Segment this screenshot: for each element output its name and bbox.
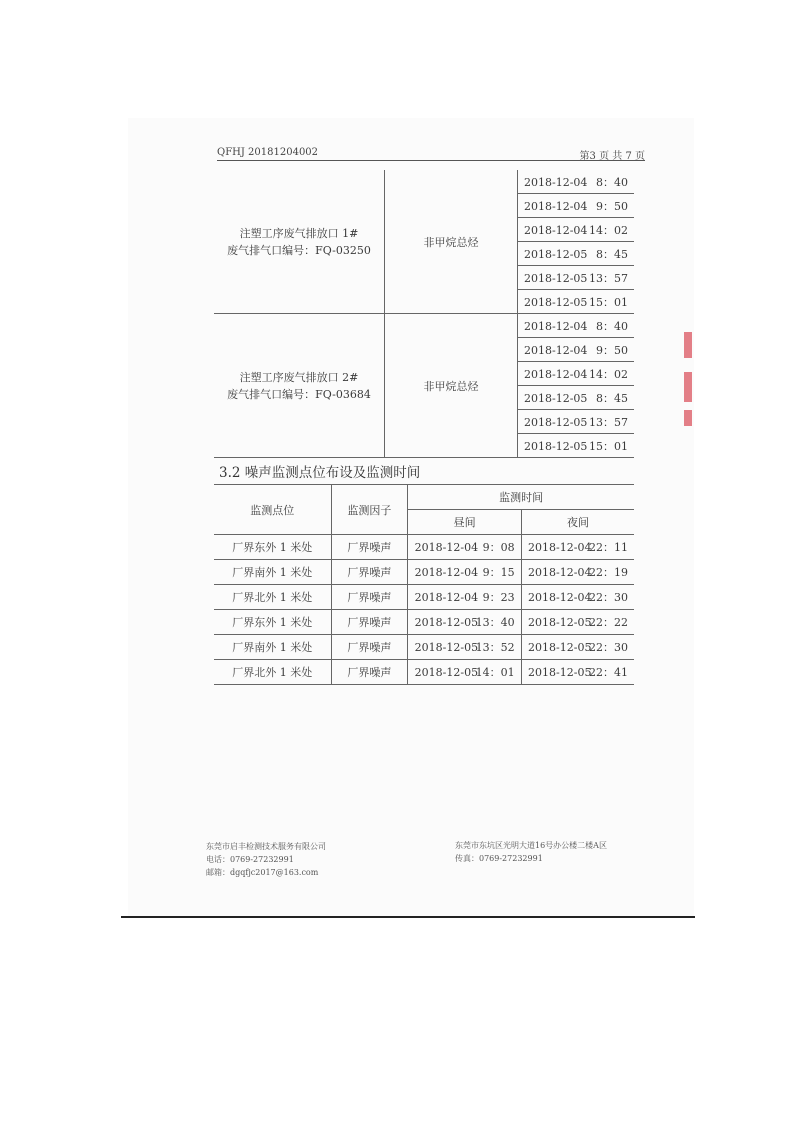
header-point: 监测点位 [214,485,331,535]
time-cell: 2018-12-04 14：02 [518,218,635,242]
header-divider [217,160,645,161]
seal-fragment [684,372,692,402]
page-indicator: 第3 页 共 7 页 [579,151,645,162]
factor-cell: 厂界噪声 [331,635,408,660]
day-time-cell: 2018-12-04 9：23 [408,585,522,610]
night-time-cell: 2018-12-0422：19 [522,560,634,585]
report-number: QFHJ 20181204002 [217,147,319,158]
factor-cell: 厂界噪声 [331,660,408,685]
exhaust-monitoring-table [214,170,634,458]
point-cell: 厂界南外 1 米处 [214,635,331,660]
time-cell: 2018-12-05 8：45 [518,242,635,266]
header-time: 监测时间 [408,485,634,510]
monitoring-point-cell [214,314,385,458]
table-row [214,660,634,685]
monitoring-point-cell [214,170,385,314]
night-time-cell: 2018-12-0522：30 [522,635,634,660]
company-address: 东莞市东坑区光明大道16号办公楼二楼A区 [455,841,607,850]
day-time-cell: 2018-12-0513：52 [408,635,522,660]
factor-cell: 厂界噪声 [331,585,408,610]
time-cell: 2018-12-05 13：57 [518,410,635,434]
time-cell: 2018-12-04 9：50 [518,194,635,218]
section-title: 3.2 噪声监测点位布设及监测时间 [219,465,421,481]
company-phone: 电话：0769-27232991 [206,855,294,864]
night-time-cell: 2018-12-0522：41 [522,660,634,685]
company-name: 东莞市启丰检测技术服务有限公司 [206,842,326,851]
time-cell: 2018-12-05 15：01 [518,434,635,458]
point-cell: 厂界东外 1 米处 [214,535,331,560]
day-time-cell: 2018-12-04 9：08 [408,535,522,560]
point-cell: 厂界北外 1 米处 [214,585,331,610]
table-row [214,635,634,660]
table-row [214,314,634,338]
night-time-cell: 2018-12-0422：11 [522,535,634,560]
point-name: 注塑工序废气排放口 1# [239,226,359,240]
table-row [214,585,634,610]
table-row [214,170,634,194]
bottom-divider [121,916,695,918]
factor-cell: 厂界噪声 [331,560,408,585]
seal-fragment [684,332,692,358]
point-cell: 厂界南外 1 米处 [214,560,331,585]
time-cell: 2018-12-05 15：01 [518,290,635,314]
point-name: 注塑工序废气排放口 2# [239,370,359,384]
header-day: 昼间 [408,510,522,535]
point-cell: 厂界北外 1 米处 [214,660,331,685]
company-email: 邮箱：dgqfjc2017@163.com [206,868,319,877]
point-cell: 厂界东外 1 米处 [214,610,331,635]
header-factor: 监测因子 [331,485,408,535]
time-cell: 2018-12-04 14：02 [518,362,635,386]
noise-monitoring-table [214,484,634,685]
time-cell: 2018-12-04 9：50 [518,338,635,362]
table-row [214,560,634,585]
factor-cell: 厂界噪声 [331,610,408,635]
time-cell: 2018-12-04 8：40 [518,314,635,338]
table-row [214,535,634,560]
night-time-cell: 2018-12-0522：22 [522,610,634,635]
outlet-code: 废气排气口编号：FQ-03684 [227,387,371,401]
time-cell: 2018-12-05 13：57 [518,266,635,290]
footer-address-info [455,839,607,865]
monitoring-factor-cell: 非甲烷总烃 [385,170,518,314]
table-row [214,610,634,635]
page-header [217,147,645,161]
night-time-cell: 2018-12-0422：30 [522,585,634,610]
day-time-cell: 2018-12-0513：40 [408,610,522,635]
seal-fragment [684,410,692,426]
footer-company-info [206,840,326,879]
company-fax: 传真：0769-27232991 [455,854,543,863]
time-cell: 2018-12-05 8：45 [518,386,635,410]
day-time-cell: 2018-12-04 9：15 [408,560,522,585]
time-cell: 2018-12-04 8：40 [518,170,635,194]
header-night: 夜间 [522,510,634,535]
monitoring-factor-cell: 非甲烷总烃 [385,314,518,458]
factor-cell: 厂界噪声 [331,535,408,560]
day-time-cell: 2018-12-0514：01 [408,660,522,685]
outlet-code: 废气排气口编号：FQ-03250 [227,243,371,257]
table-header-row [214,485,634,510]
